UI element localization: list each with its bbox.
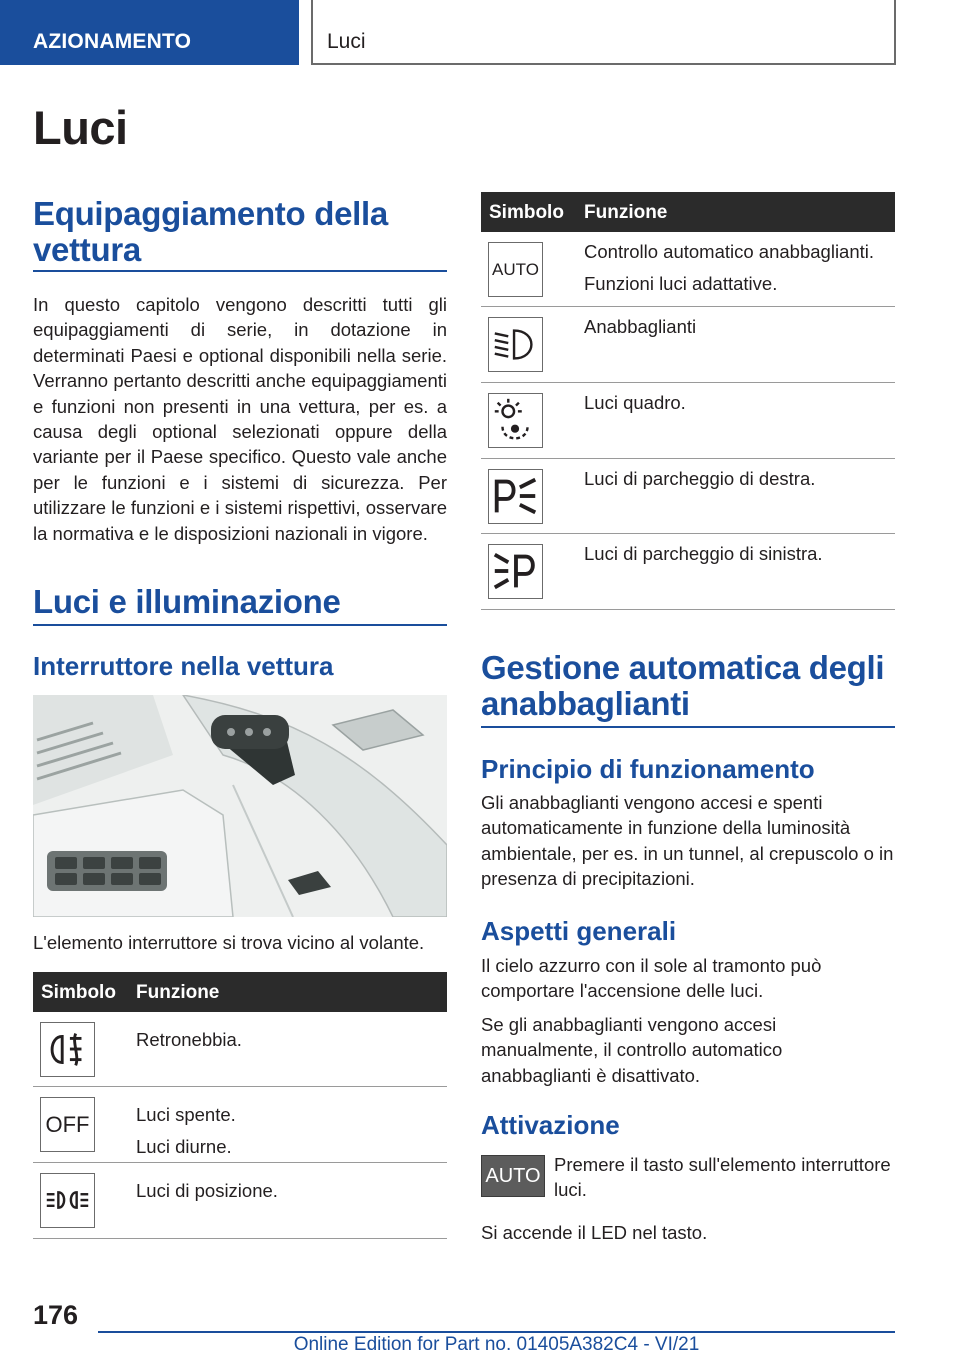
table-header bbox=[33, 972, 447, 1012]
light-switch-photo bbox=[33, 695, 447, 917]
activation-paragraph: Premere il tasto sull'elemento interruttore luci. bbox=[554, 1154, 891, 1201]
col-symbol: Simbolo bbox=[489, 202, 564, 223]
table-row bbox=[481, 307, 895, 383]
function-line: Luci quadro. bbox=[584, 392, 686, 413]
parking-light-right-icon bbox=[488, 469, 543, 524]
function-line: Luci di parcheggio di destra. bbox=[584, 468, 816, 489]
heading-attivazione: Attivazione bbox=[481, 1110, 620, 1140]
page-title: Luci bbox=[33, 101, 128, 154]
page-number: 176 bbox=[33, 1300, 79, 1330]
col-symbol: Simbolo bbox=[41, 982, 116, 1003]
heading-rule bbox=[33, 624, 447, 626]
intro-paragraph: In questo capitolo vengono descritti tutti gli equipaggiamenti di serie, in dotazione in determinati Paesi e optional disponibili nella serie. Verranno pertanto descritti anche equipaggiamenti e funzioni non presenti in una vettura, per es. a causa degli optional selezionati oppure della variante per il Paese specifico. Questo vale anche per le funzioni e i sistemi di sicurezza. Per utilizzare le funzioni e i sistemi rispettivi, osservare la normativa e le disposizioni nazionali in vigore. bbox=[33, 294, 447, 544]
function-line: Retronebbia. bbox=[136, 1029, 242, 1050]
row-function bbox=[584, 463, 815, 495]
table-row bbox=[481, 459, 895, 534]
table-row bbox=[481, 534, 895, 610]
table-row bbox=[33, 1012, 447, 1087]
row-function bbox=[584, 387, 686, 419]
symbol-table-left bbox=[33, 972, 447, 1239]
function-line: Controllo automatico anabbaglianti. bbox=[584, 241, 875, 262]
function-line: Anabbaglianti bbox=[584, 316, 697, 337]
low-beam-icon bbox=[488, 317, 543, 372]
chapter-title: Luci bbox=[311, 0, 896, 65]
rear-fog-light-icon bbox=[40, 1022, 95, 1077]
section-tab[interactable]: AZIONAMENTO bbox=[0, 0, 299, 65]
row-function bbox=[584, 236, 874, 300]
off-text: OFF bbox=[45, 1111, 90, 1137]
table-row bbox=[481, 232, 895, 307]
position-lights-icon bbox=[40, 1173, 95, 1228]
auto-icon bbox=[488, 242, 543, 297]
principle-paragraph: Gli anabbaglianti vengono accesi e spenti automaticamente in funzione della luminosità ambientale, per es. in un tunnel, al crepuscolo o in presenza di precipitazioni. bbox=[481, 792, 894, 890]
auto-button-icon: AUTO bbox=[481, 1155, 545, 1197]
table-row bbox=[481, 383, 895, 459]
heading-gestione-automatica: Gestione automatica degli anabbaglianti bbox=[481, 649, 885, 722]
table-row bbox=[33, 1163, 447, 1239]
heading-rule bbox=[481, 726, 895, 728]
heading-interruttore: Interruttore nella vettura bbox=[33, 651, 334, 681]
heading-equipaggiamento: Equipaggiamento della vettura bbox=[33, 195, 388, 268]
switch-caption: L'elemento interruttore si trova vicino al volante. bbox=[33, 932, 425, 953]
heading-principio: Principio di funzionamento bbox=[481, 754, 815, 784]
function-line: Luci diurne. bbox=[136, 1136, 232, 1157]
parking-light-left-icon bbox=[488, 544, 543, 599]
general-paragraph-2: Se gli anabbaglianti vengono accesi manualmente, il controllo automatico anabbaglianti è disattivato. bbox=[481, 1014, 783, 1086]
instrument-lights-icon bbox=[488, 393, 543, 448]
function-line: Funzioni luci adattative. bbox=[584, 273, 778, 294]
symbol-table-right bbox=[481, 192, 895, 610]
auto-text: AUTO bbox=[492, 259, 539, 279]
col-function: Funzione bbox=[584, 202, 668, 223]
row-function bbox=[136, 1024, 242, 1056]
led-paragraph: Si accende il LED nel tasto. bbox=[481, 1222, 708, 1243]
footer-edition: Online Edition for Part no. 01405A382C4 - VI/21 bbox=[293, 1334, 700, 1355]
row-function bbox=[584, 311, 696, 343]
table-header bbox=[481, 192, 895, 232]
function-line: Luci di posizione. bbox=[136, 1180, 278, 1201]
off-icon bbox=[40, 1097, 95, 1152]
row-function bbox=[584, 538, 823, 570]
general-paragraph-1: Il cielo azzurro con il sole al tramonto può comportare l'accensione delle luci. bbox=[481, 955, 822, 1002]
row-function bbox=[136, 1175, 278, 1207]
col-function: Funzione bbox=[136, 982, 220, 1003]
footer-rule bbox=[98, 1331, 895, 1333]
function-line: Luci di parcheggio di sinistra. bbox=[584, 543, 823, 564]
heading-aspetti-generali: Aspetti generali bbox=[481, 916, 677, 946]
function-line: Luci spente. bbox=[136, 1104, 236, 1125]
heading-luci-illuminazione: Luci e illuminazione bbox=[33, 583, 341, 620]
heading-rule bbox=[33, 270, 447, 272]
table-row bbox=[33, 1087, 447, 1163]
row-function bbox=[136, 1099, 236, 1163]
